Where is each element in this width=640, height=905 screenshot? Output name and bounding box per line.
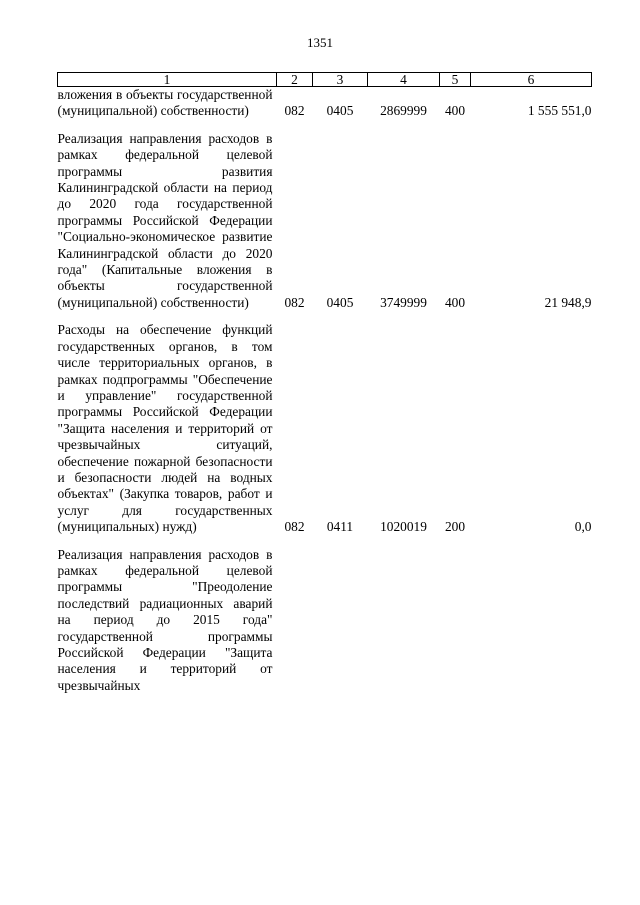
row-target-code: 3749999 [380,294,427,310]
row-ministry-code: 082 [284,519,305,535]
row-section-code [313,536,368,695]
row-expense-type: 200 [444,519,466,535]
row-ministry-code [277,536,313,695]
table-row [58,311,592,535]
row-amount: 1 555 551,0 [527,103,592,119]
page-number: 1351 [307,35,333,50]
budget-table [57,72,592,694]
row-section-code: 0411 [326,519,354,535]
header-col-4: 4 [368,73,440,87]
header-col-3: 3 [313,73,368,87]
row-amount [471,536,592,695]
header-col-1: 1 [58,73,277,87]
row-description: Реализация направления расходов в рамках федеральной целевой программы "Преодоление последствий радиационных аварий на период до 2015 года" государственной программы Российской Федерации "Защита населения и территорий от чрезвычайных [57,546,273,693]
row-expense-type: 400 [444,103,466,119]
table-header-row [58,73,592,87]
row-target-code: 1020019 [380,519,427,535]
table-row [58,87,592,120]
header-col-5: 5 [440,73,471,87]
row-target-code: 2869999 [380,103,427,119]
row-description: Реализация направления расходов в рамках федеральной целевой программы развития Калининградской области на период до 2020 года государственной программы Российской Федерации "Социально-экономическое развитие Калининградской области до 2020 года" (Капитальные вложения в объекты государственной (муниципальной) собственности) [57,130,273,310]
row-ministry-code: 082 [284,103,305,119]
header-col-6: 6 [471,73,592,87]
header-col-2: 2 [277,73,313,87]
row-expense-type: 400 [444,294,466,310]
row-expense-type [440,536,471,695]
table-row [58,120,592,311]
row-amount: 21 948,9 [544,294,592,310]
row-amount: 0,0 [574,519,592,535]
table-row [58,536,592,695]
row-section-code: 0405 [326,294,354,310]
row-description: вложения в объекты государственной (муниципальной) собственности) [57,87,273,119]
row-ministry-code: 082 [284,294,305,310]
row-description: Расходы на обеспечение функций государственных органов, в том числе территориальных органов, в рамках подпрограммы "Обеспечение и управление" государственной программы Российской Федерации "Защита населения и территорий от чрезвычайных ситуаций, обеспечение пожарной безопасности и безопасности людей на водных объектах" (Закупка товаров, работ и услуг для государственных (муниципальных) нужд) [57,322,273,535]
row-target-code [368,536,440,695]
row-section-code: 0405 [326,103,354,119]
